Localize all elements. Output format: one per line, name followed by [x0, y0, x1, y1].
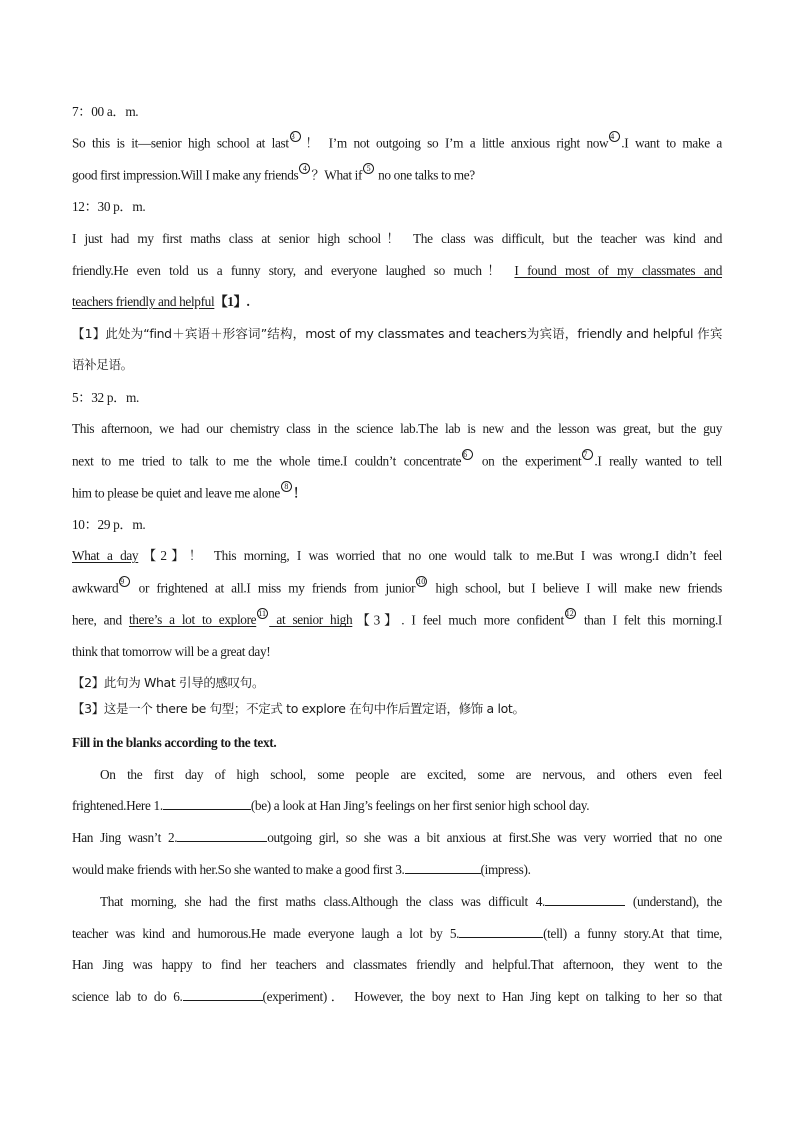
diary-entry-3-line-2: next to me tried to talk to me the whole time.I couldn’t concentrate 6 on the experiment 7 .I really wanted to tell — [72, 450, 722, 469]
exercise-para-3-line-2: teacher was kind and humorous.He made everyone laugh a lot by 5. (tell) a funny story.At that time, — [72, 926, 723, 941]
exercise-para-1-line-1: On the first day of high school, some people are excited, some are nervous, and others even feel — [100, 767, 722, 782]
note-3: 【3】这是一个 there be 句型；不定式 to explore 在句中作后置定语，修饰 a lot。 — [72, 701, 525, 716]
footnote-marker: 8 — [281, 481, 292, 492]
footnote-marker: 5 — [363, 163, 374, 174]
exercise-heading: Fill in the blanks according to the text. — [72, 735, 277, 750]
time-heading-1: 7：00 a．m. — [72, 104, 139, 119]
blank-2[interactable] — [177, 829, 267, 842]
footnote-marker: 4 — [299, 163, 310, 174]
blank-5[interactable] — [459, 925, 543, 938]
footnote-marker: 6 — [462, 449, 473, 460]
exercise-para-3-line-3: Han Jing was happy to find her teachers and classmates friendly and helpful.That afternoon, they went to the — [72, 957, 722, 972]
diary-entry-3-line-3: him to please be quiet and leave me alone 8 ！ — [72, 482, 306, 501]
blank-4[interactable] — [545, 893, 625, 906]
diary-entry-1-line-1: So this is it—senior high school at last 3 ！ I’m not outgoing so I’m a little anxious right now 4 .I want to make a — [72, 132, 722, 151]
time-heading-2: 12：30 p．m. — [72, 199, 146, 214]
exercise-para-1-line-2: frightened.Here 1. (be) a look at Han Jing’s feelings on her first senior high school day. — [72, 798, 590, 813]
footnote-marker: 4 — [609, 131, 620, 142]
diary-entry-2-line-3: teachers friendly and helpful【1】. — [72, 294, 250, 309]
diary-entry-4-line-2: awkward 9 or frightened at all.I miss my friends from junior 10 high school, but I believe I will make new friends — [72, 577, 722, 596]
diary-entry-2-line-2: friendly.He even told us a funny story, and everyone laughed so much！ I found most of my classmates and — [72, 263, 722, 278]
footnote-marker: 7 — [582, 449, 593, 460]
footnote-marker: 12 — [565, 609, 574, 618]
exercise-para-3-line-1: That morning, she had the first maths class.Although the class was difficult 4. (understand), the — [100, 894, 722, 909]
footnote-marker: 3 — [290, 131, 301, 142]
diary-entry-4-line-3: here, and there’s a lot to explore 11 at senior high【3】. I feel much more confident 12 than I felt this morning.I — [72, 609, 722, 628]
diary-entry-4-line-4: think that tomorrow will be a great day! — [72, 644, 271, 659]
diary-entry-1-line-2: good first impression.Will I make any friends 4 ？What if 5 no one talks to me? — [72, 164, 475, 183]
note-2: 【2】此句为 What 引导的感叹句。 — [72, 675, 265, 690]
diary-entry-4-line-1: What a day【2】！ This morning, I was worried that no one would talk to me.But I was wrong.I didn’t feel — [72, 548, 722, 563]
exercise-para-2-line-2: would make friends with her.So she wanted to make a good first 3. (impress). — [72, 862, 531, 877]
footnote-marker: 10 — [417, 577, 426, 586]
diary-entry-3-line-1: This afternoon, we had our chemistry class in the science lab.The lab is new and the lesson was great, but the guy — [72, 421, 722, 436]
exercise-para-2-line-1: Han Jing wasn’t 2. outgoing girl, so she was a bit anxious at first.She was very worried that no one — [72, 830, 722, 845]
blank-3[interactable] — [405, 861, 481, 874]
diary-entry-2-line-1: I just had my first maths class at senior high school！ The class was difficult, but the teacher was kind and — [72, 231, 722, 246]
footnote-marker: 9 — [119, 576, 130, 587]
exercise-para-3-line-4: science lab to do 6. (experiment)． However, the boy next to Han Jing kept on talking to her so that — [72, 989, 722, 1004]
blank-6[interactable] — [183, 988, 263, 1001]
time-heading-3: 5：32 p．m. — [72, 390, 140, 405]
note-1-line-2: 语补足语。 — [72, 357, 133, 372]
time-heading-4: 10：29 p．m. — [72, 517, 146, 532]
blank-1[interactable] — [163, 797, 251, 810]
note-1-line-1: 【1】此处为“find＋宾语＋形容词”结构，most of my classmates and teachers为宾语，friendly and helpful 作宾 — [72, 326, 722, 341]
footnote-marker: 11 — [257, 608, 268, 619]
